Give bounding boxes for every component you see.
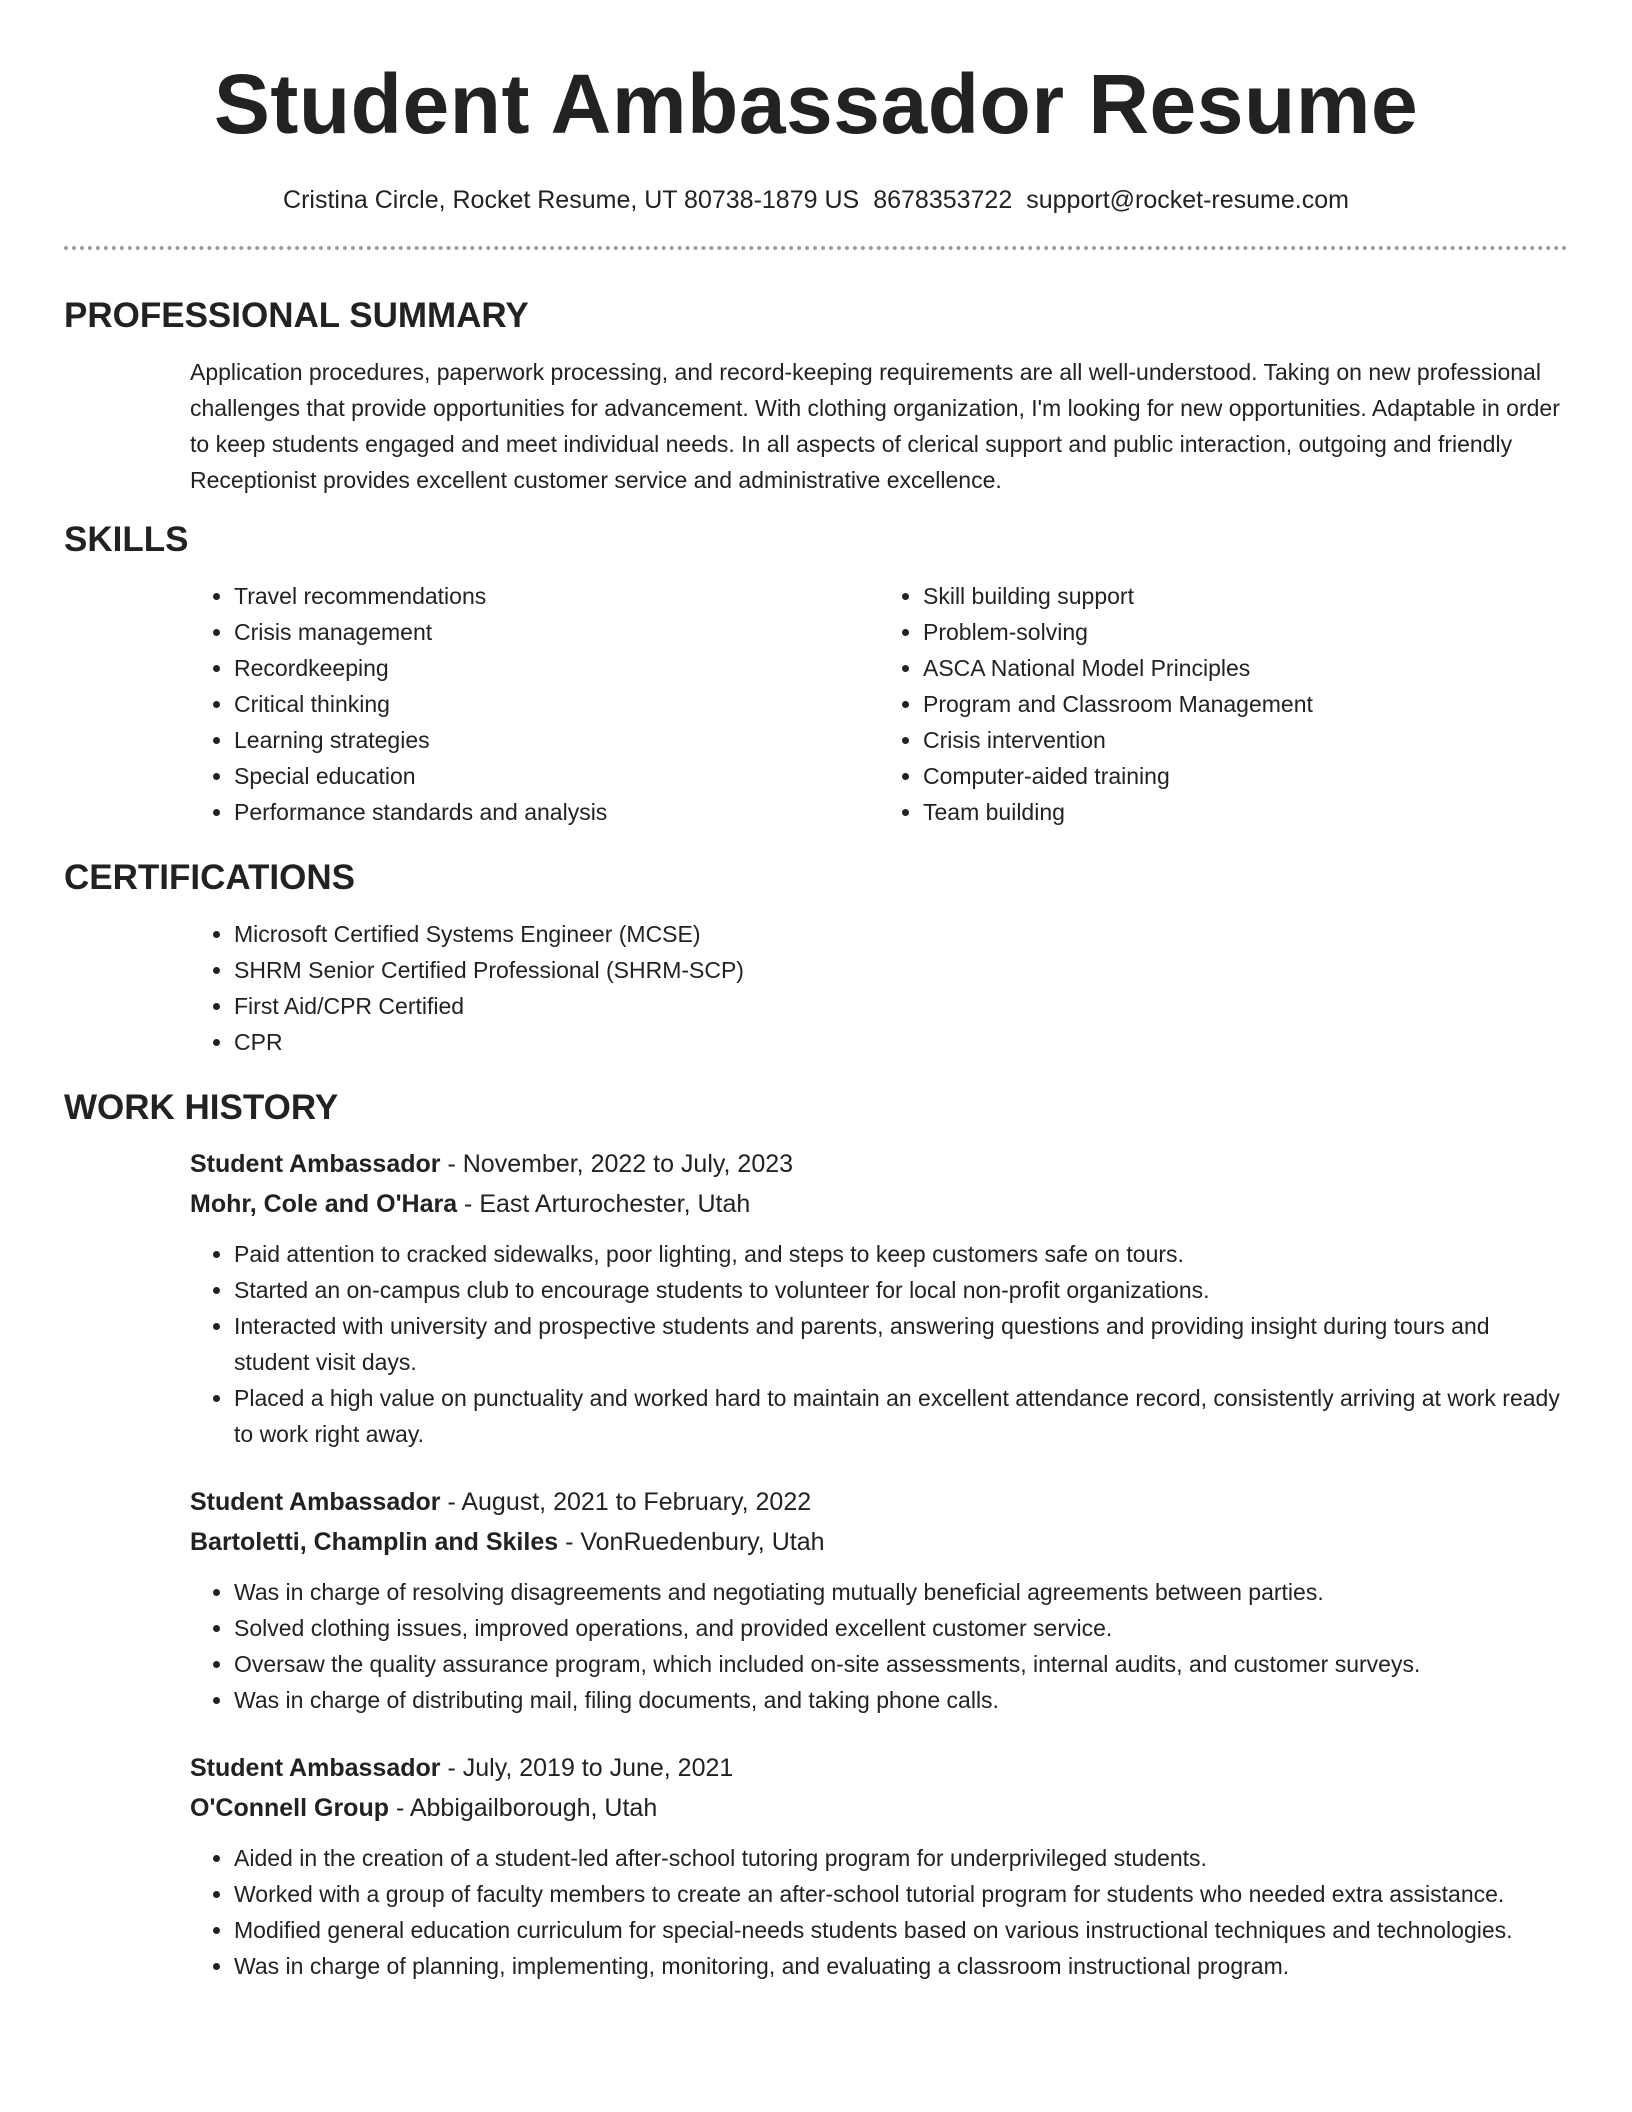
- job-role-line: [190, 1144, 1568, 1184]
- skills-list-right: [879, 578, 1568, 830]
- job-dates: - August, 2021 to February, 2022: [440, 1488, 812, 1516]
- skill-item: • Team building: [923, 794, 1568, 830]
- contact-address: Cristina Circle, Rocket Resume, UT 80738-1879 US: [283, 186, 860, 214]
- job-company-line: [190, 1184, 1568, 1224]
- contact-line: [64, 184, 1568, 216]
- job-location: - Abbigailborough, Utah: [389, 1794, 658, 1822]
- job-bullet: • Started an on-campus club to encourage students to volunteer for local non-profit organizations.: [234, 1272, 1568, 1308]
- job-entry: [190, 1482, 1568, 1718]
- skill-item: • Crisis intervention: [923, 722, 1568, 758]
- certification-item: • First Aid/CPR Certified: [234, 988, 1568, 1024]
- certifications-list: [190, 916, 1568, 1060]
- job-company: O'Connell Group: [190, 1794, 389, 1822]
- skill-item: • Computer-aided training: [923, 758, 1568, 794]
- job-role: Student Ambassador: [190, 1488, 441, 1516]
- skill-item: • Special education: [234, 758, 879, 794]
- certification-item: • CPR: [234, 1024, 1568, 1060]
- certification-item: • SHRM Senior Certified Professional (SHRM-SCP): [234, 952, 1568, 988]
- job-dates: - July, 2019 to June, 2021: [440, 1754, 734, 1782]
- header-divider: [64, 246, 1568, 250]
- skills-heading: SKILLS: [64, 520, 189, 559]
- summary-text: Application procedures, paperwork processing, and record-keeping requirements are all well-understood. Taking on new professional challenges that provide opportunities for advancement. With clothing organization, I'm looking for new opportunities. Adaptable in order to keep students engaged and meet individual needs. In all aspects of clerical support and public interaction, outgoing and friendly Receptionist provides excellent customer service and administrative excellence.: [190, 359, 1560, 493]
- skill-item: • Performance standards and analysis: [234, 794, 879, 830]
- job-bullet: • Placed a high value on punctuality and worked hard to maintain an excellent attendance record, consistently arriving at work ready to work right away.: [234, 1380, 1568, 1452]
- job-company: Mohr, Cole and O'Hara: [190, 1190, 458, 1218]
- skill-item: • Problem-solving: [923, 614, 1568, 650]
- certifications-heading: CERTIFICATIONS: [64, 858, 356, 897]
- job-entry: [190, 1144, 1568, 1452]
- contact-email[interactable]: support@rocket-resume.com: [1026, 186, 1349, 214]
- skill-item: • ASCA National Model Principles: [923, 650, 1568, 686]
- job-bullets: [190, 1840, 1568, 1984]
- skill-item: • Learning strategies: [234, 722, 879, 758]
- job-role-line: [190, 1748, 1568, 1788]
- skill-item: • Travel recommendations: [234, 578, 879, 614]
- resume-title: Student Ambassador Resume: [213, 57, 1419, 151]
- certification-item: • Microsoft Certified Systems Engineer (MCSE): [234, 916, 1568, 952]
- skill-item: • Recordkeeping: [234, 650, 879, 686]
- job-bullet: • Interacted with university and prospective students and parents, answering questions and providing insight during tours and student visit days.: [234, 1308, 1568, 1380]
- job-bullet: • Was in charge of resolving disagreements and negotiating mutually beneficial agreements between parties.: [234, 1574, 1568, 1610]
- job-company-line: [190, 1522, 1568, 1562]
- job-bullet: • Paid attention to cracked sidewalks, poor lighting, and steps to keep customers safe on tours.: [234, 1236, 1568, 1272]
- job-role-line: [190, 1482, 1568, 1522]
- work-history-heading: WORK HISTORY: [64, 1088, 339, 1127]
- job-location: - VonRuedenbury, Utah: [558, 1528, 825, 1556]
- job-bullet: • Modified general education curriculum for special-needs students based on various instructional techniques and technologies.: [234, 1912, 1568, 1948]
- work-history-section: [190, 1144, 1568, 1984]
- job-location: - East Arturochester, Utah: [457, 1190, 751, 1218]
- job-bullet: • Aided in the creation of a student-led after-school tutoring program for underprivileged students.: [234, 1840, 1568, 1876]
- job-company: Bartoletti, Champlin and Skiles: [190, 1528, 559, 1556]
- contact-phone: 8678353722: [873, 186, 1013, 214]
- job-bullet: • Was in charge of planning, implementing, monitoring, and evaluating a classroom instructional program.: [234, 1948, 1568, 1984]
- skill-item: • Program and Classroom Management: [923, 686, 1568, 722]
- summary-heading: PROFESSIONAL SUMMARY: [64, 296, 529, 335]
- skills-list-left: [190, 578, 879, 830]
- resume-page: [64, 0, 1568, 1984]
- skill-item: • Crisis management: [234, 614, 879, 650]
- job-bullets: [190, 1236, 1568, 1452]
- job-dates: - November, 2022 to July, 2023: [440, 1150, 794, 1178]
- job-role: Student Ambassador: [190, 1150, 441, 1178]
- job-bullets: [190, 1574, 1568, 1718]
- skill-item: • Skill building support: [923, 578, 1568, 614]
- skill-item: • Critical thinking: [234, 686, 879, 722]
- skills-section: [190, 578, 1568, 830]
- job-bullet: • Oversaw the quality assurance program, which included on-site assessments, internal audits, and customer surveys.: [234, 1646, 1568, 1682]
- certifications-section: [190, 916, 1568, 1060]
- job-role: Student Ambassador: [190, 1754, 441, 1782]
- job-bullet: • Worked with a group of faculty members to create an after-school tutorial program for students who needed extra assistance.: [234, 1876, 1568, 1912]
- job-entry: [190, 1748, 1568, 1984]
- job-bullet: • Solved clothing issues, improved operations, and provided excellent customer service.: [234, 1610, 1568, 1646]
- summary-section: [190, 354, 1568, 498]
- job-bullet: • Was in charge of distributing mail, filing documents, and taking phone calls.: [234, 1682, 1568, 1718]
- job-company-line: [190, 1788, 1568, 1828]
